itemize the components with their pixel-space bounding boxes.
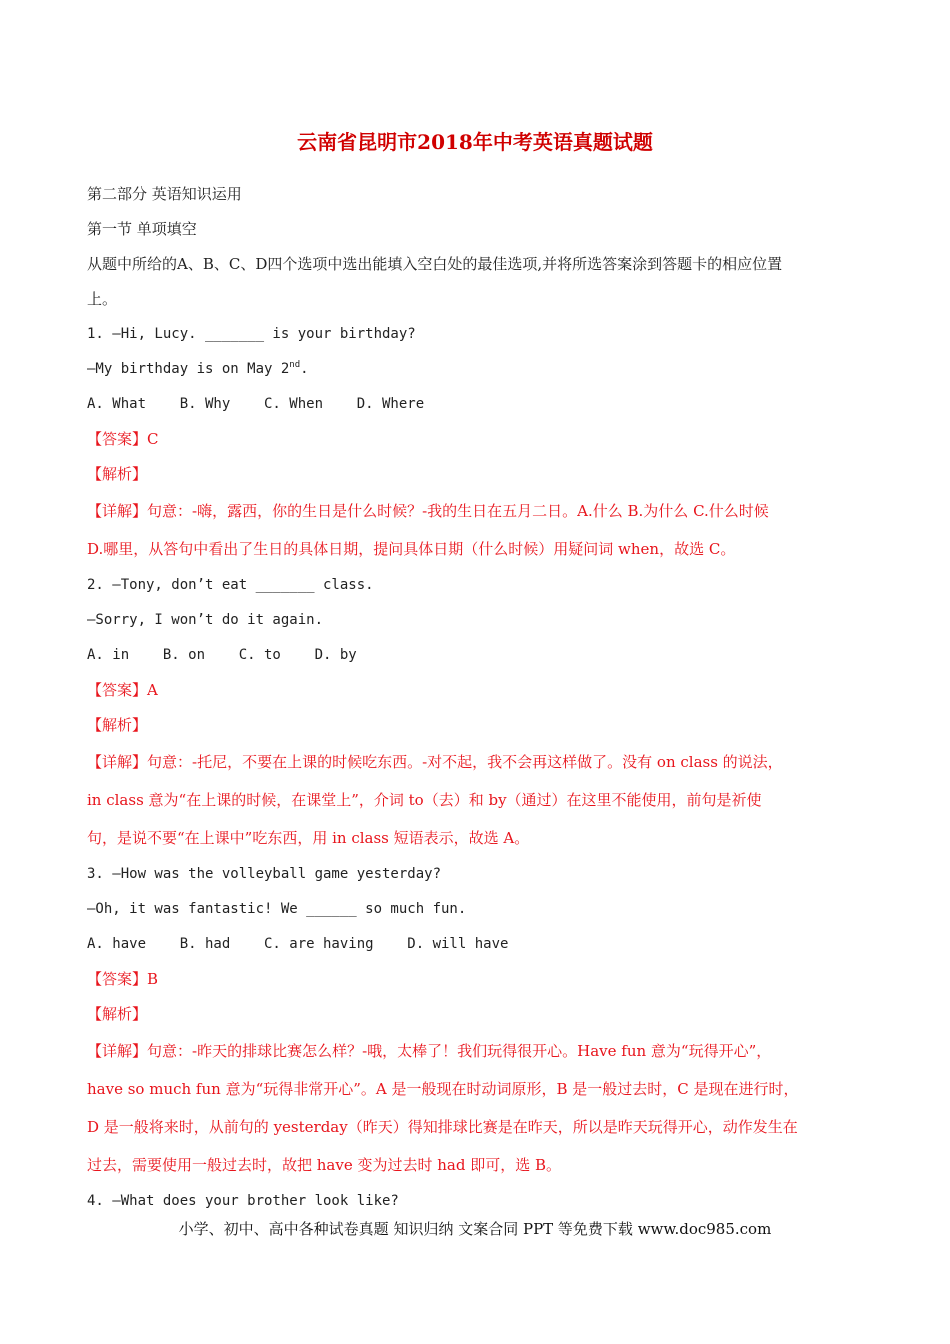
question-3-answer: 【答案】B bbox=[87, 970, 159, 988]
document-body bbox=[87, 177, 877, 1219]
question-1-analysis-label: 【解析】 bbox=[87, 465, 148, 483]
section-heading: 第二部分 英语知识运用 bbox=[87, 185, 242, 203]
question-1-options: A. What B. Why C. When D. Where bbox=[87, 396, 425, 412]
instructions-line-1: 从题中所给的A、B、C、D四个选项中选出能填入空白处的最佳选项,并将所选答案涂到答题卡的相应位置 bbox=[87, 255, 783, 273]
question-3-prompt: 3. —How was the volleyball game yesterday? bbox=[87, 866, 442, 882]
question-1-answer: 【答案】C bbox=[87, 430, 159, 448]
question-4-prompt: 4. —What does your brother look like? bbox=[87, 1193, 399, 1209]
subsection-heading: 第一节 单项填空 bbox=[87, 220, 197, 238]
question-1-response: —My birthday is on May 2nd. bbox=[87, 360, 309, 377]
question-3-options: A. have B. had C. are having D. will have bbox=[87, 936, 509, 952]
page-title: 云南省昆明市2018年中考英语真题试题 bbox=[297, 130, 653, 154]
question-3-response: —Oh, it was fantastic! We ______ so much fun. bbox=[87, 901, 467, 917]
question-2-response: —Sorry, I won’t do it again. bbox=[87, 612, 324, 628]
question-3-detail: 【详解】句意：-昨天的排球比赛怎么样？-哦，太棒了！我们玩得很开心。Have fun 意为“玩得开心”， have so much fun 意为“玩得非常开心”。A 是一般现在时动词原形，B 是一般过去时，C 是现在进行时， D 是一般将来时，从前句的 yesterday（昨天）得知排球比赛是在昨天，所以是昨天玩得开心，动作发生在 过去，需要使用一般过去时，故把 have 变为过去时 had 即可，选 B。 bbox=[87, 1042, 799, 1174]
question-2-prompt: 2. —Tony, don’t eat _______ class. bbox=[87, 577, 374, 593]
question-2-options: A. in B. on C. to D. by bbox=[87, 647, 357, 663]
question-2-detail: 【详解】句意：-托尼，不要在上课的时候吃东西。-对不起，我不会再这样做了。没有 on class 的说法， in class 意为“在上课的时候，在课堂上”，介词 to（去）和 by（通过）在这里不能使用，前句是祈使 句，是说不要“在上课中”吃东西，用 in class 短语表示，故选 A。 bbox=[87, 753, 783, 847]
page-footer: 小学、初中、高中各种试卷真题 知识归纳 文案合同 PPT 等免费下载 www.doc985.com bbox=[178, 1220, 772, 1238]
question-1-prompt: 1. —Hi, Lucy. _______ is your birthday? bbox=[87, 326, 416, 342]
question-3-analysis-label: 【解析】 bbox=[87, 1005, 148, 1023]
instructions-line-2: 上。 bbox=[87, 290, 118, 308]
question-1-detail: 【详解】句意：-嗨，露西，你的生日是什么时候？-我的生日在五月二日。A.什么 B.为什么 C.什么时候 D.哪里，从答句中看出了生日的具体日期，提问具体日期（什么时候）用疑问词 when，故选 C。 bbox=[87, 502, 769, 558]
question-2-analysis-label: 【解析】 bbox=[87, 716, 148, 734]
question-2-answer: 【答案】A bbox=[87, 681, 158, 699]
